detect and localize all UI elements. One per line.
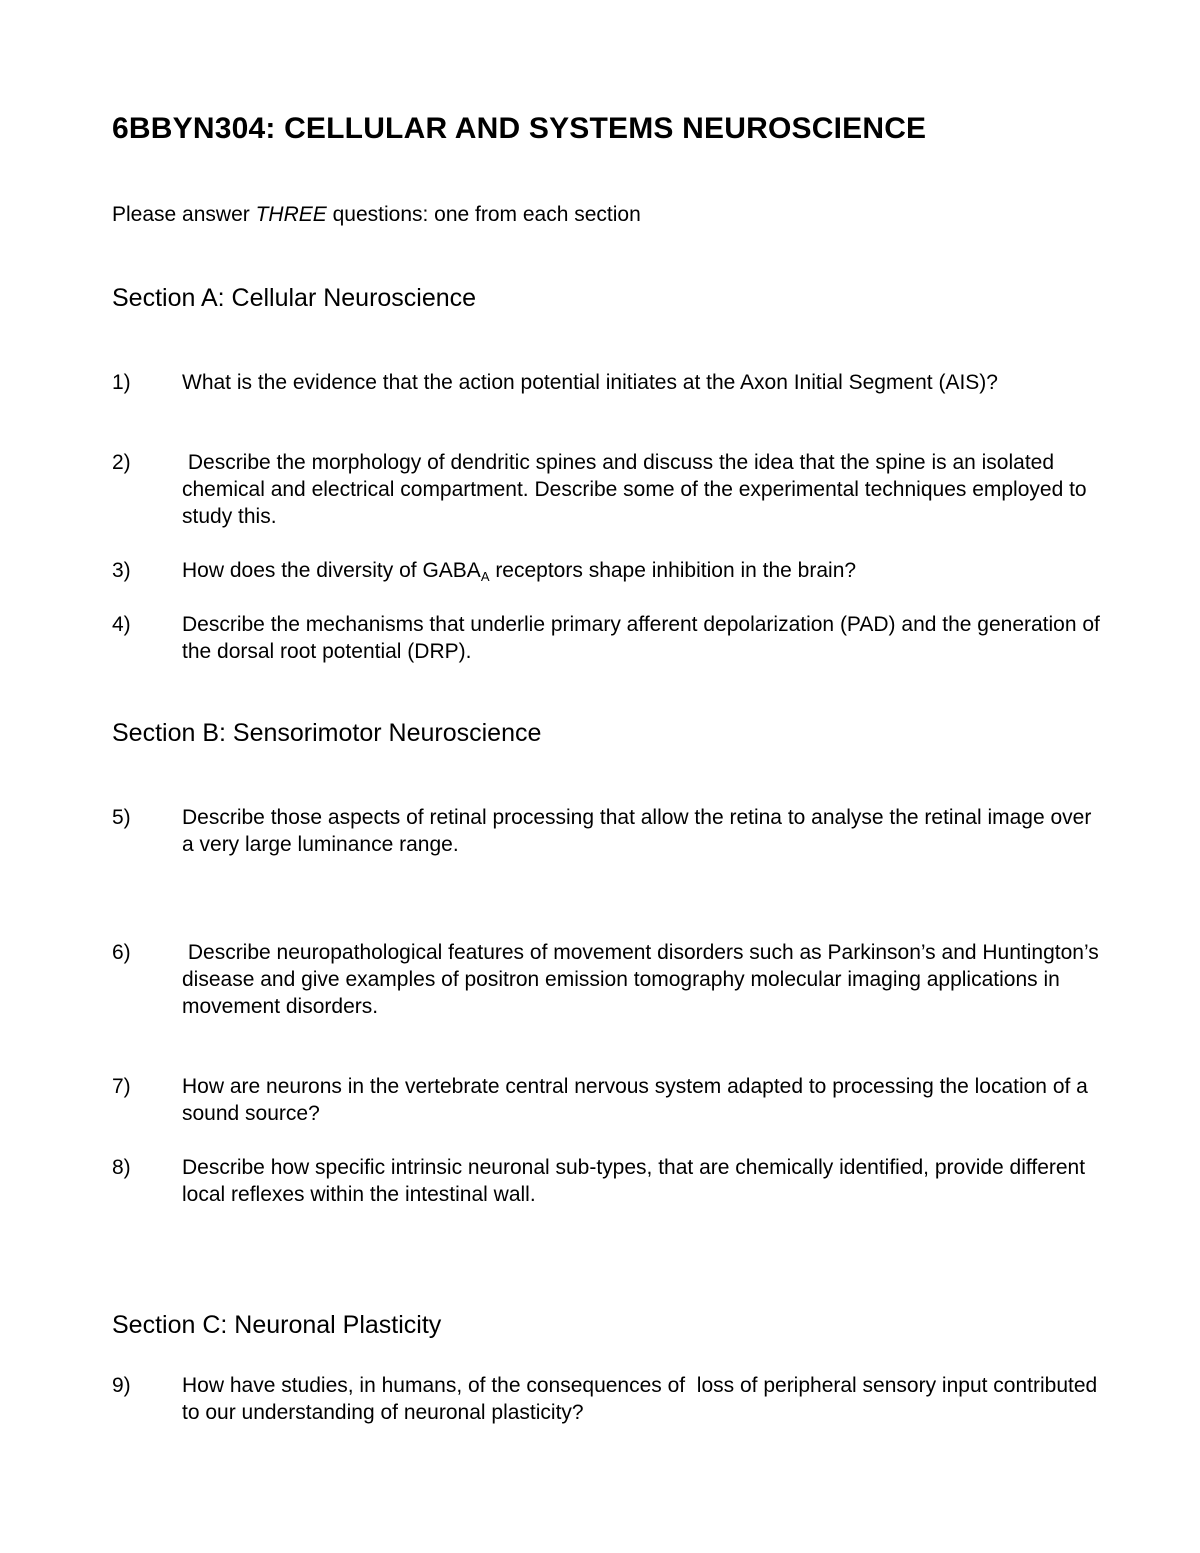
section-b-heading: Section B: Sensorimotor Neuroscience (112, 719, 542, 747)
question-number: 1) (112, 371, 131, 394)
question-text: How have studies, in humans, of the consequences of loss of peripheral sensory input contributed to our understanding of neuronal plasticity? (182, 1374, 1104, 1424)
question-text-start: How does the diversity of GABA (182, 559, 481, 582)
question-number: 6) (112, 941, 131, 964)
document-title: 6BBYN304: CELLULAR AND SYSTEMS NEUROSCIENCE (112, 112, 927, 145)
question-number: 4) (112, 613, 131, 636)
question-number: 2) (112, 451, 131, 474)
question-text: How are neurons in the vertebrate central nervous system adapted to processing the location of a sound source? (182, 1075, 1088, 1125)
section-c-heading: Section C: Neuronal Plasticity (112, 1311, 442, 1339)
question-text-end: receptors shape inhibition in the brain? (489, 559, 857, 582)
section-a-heading: Section A: Cellular Neuroscience (112, 284, 477, 312)
question-number: 9) (112, 1374, 131, 1397)
question-text: What is the evidence that the action potential initiates at the Axon Initial Segment (AIS)? (182, 371, 998, 394)
question-text: Describe the morphology of dendritic spines and discuss the idea that the spine is an isolated chemical and electrical compartment. Describe some of the experimental techniques employed to study this. (182, 451, 1093, 528)
question-number: 7) (112, 1075, 131, 1098)
question-text: Describe how specific intrinsic neuronal sub-types, that are chemically identified, provide different local reflexes within the intestinal wall. (182, 1156, 1086, 1206)
question-text (182, 557, 1102, 584)
question-text: Describe the mechanisms that underlie primary afferent depolarization (PAD) and the generation of the dorsal root potential (DRP). (182, 613, 1100, 663)
question-text: Describe those aspects of retinal processing that allow the retina to analyse the retinal image over a very large luminance range. (182, 806, 1092, 856)
instructions-text: Please answer (112, 203, 256, 226)
question-number: 5) (112, 806, 131, 829)
question-number: 3) (112, 559, 131, 582)
instructions-text-end: questions: one from each section (326, 203, 641, 226)
instructions (112, 203, 641, 227)
gaba-subscript: A (480, 569, 490, 584)
question-text: Describe neuropathological features of movement disorders such as Parkinson’s and Huntington’s disease and give examples of positron emission tomography molecular imaging applications in movement disorders. (182, 941, 1105, 1018)
instructions-emphasis: THREE (255, 203, 327, 226)
question-number: 8) (112, 1156, 131, 1179)
